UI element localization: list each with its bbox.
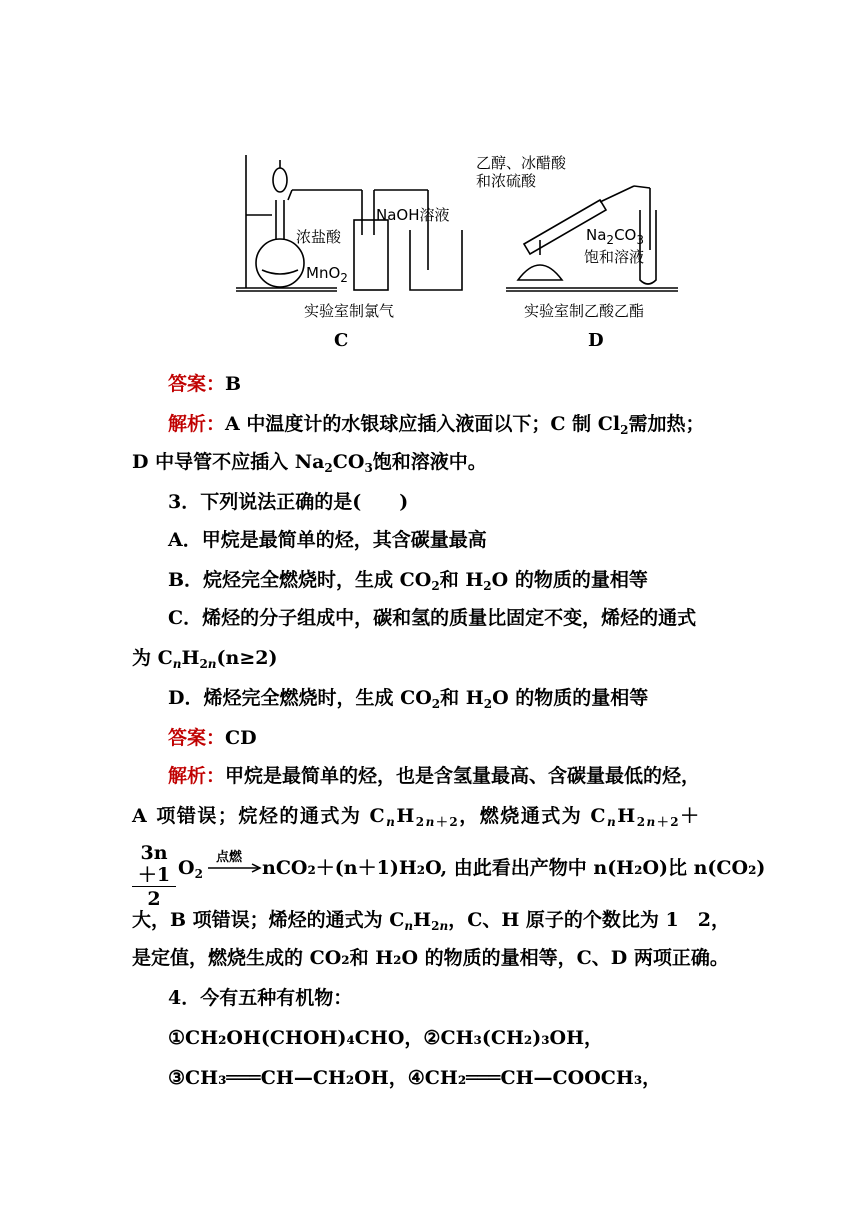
q3-analysis-3: nCO₂＋(n＋1)H₂O, 由此看出产物中 n(H₂O)比 n(CO₂) — [262, 857, 766, 879]
reaction-condition: 点燃 — [216, 850, 243, 865]
label-naoh: NaOH溶液 — [376, 206, 450, 224]
label-reagents-1: 乙醇、冰醋酸 — [476, 154, 567, 172]
q3-option-b: B．烷烃完全燃烧时，生成 $CO_2$和 $H_2O$ 的物质的量相等 — [168, 569, 648, 593]
caption-c: 实验室制氯气 — [304, 302, 395, 320]
figure-c-chlorine-apparatus — [232, 150, 472, 300]
q3-option-a: A．甲烷是最简单的烃，其含碳量最高 — [168, 529, 487, 551]
reaction-arrow — [208, 862, 262, 874]
q2-answer: 答案：B — [168, 373, 242, 395]
fraction — [132, 842, 176, 911]
q3-option-d: D．烯烃完全燃烧时，生成 $CO_2$和 $H_2O$ 的物质的量相等 — [168, 687, 649, 711]
label-na2co3: $Na_2CO_3$ — [586, 226, 644, 247]
label-hcl: 浓盐酸 — [296, 228, 342, 246]
q4-line-1: ①CH₂OH(CHOH)₄CHO，②CH₃(CH₂)₃OH， — [168, 1027, 604, 1049]
figure-letter-c: C — [334, 330, 349, 351]
figure-letter-d: D — [588, 330, 604, 351]
q3-answer: 答案：CD — [168, 727, 257, 749]
label-mno2: MnO$_2$ — [306, 264, 348, 285]
label-saturated: 饱和溶液 — [584, 248, 645, 266]
q3-option-c-1: C．烯烃的分子组成中，碳和氢的质量比固定不变，烯烃的通式 — [168, 607, 697, 629]
label-reagents-2: 和浓硫酸 — [476, 172, 537, 190]
q3-stem: 3．下列说法正确的是( ) — [168, 491, 409, 513]
caption-d: 实验室制乙酸乙酯 — [524, 302, 645, 320]
q4-line-2: ③CH₃═══CH—CH₂OH，④CH₂═══CH—COOCH₃， — [168, 1067, 662, 1089]
q3-analysis-4: 大，B 项错误；烯烃的通式为 $C_nH_{2n}$，C、H 原子的个数比为 1 2， — [132, 909, 730, 933]
q3-analysis-5: 是定值，燃烧生成的 CO₂和 H₂O 的物质的量相等，C、D 两项正确。 — [132, 947, 729, 969]
o2-term: $O_2$ — [178, 857, 203, 881]
fraction-denominator: 2 — [147, 888, 161, 910]
q4-stem: 4．今有五种有机物： — [168, 987, 353, 1009]
fraction-numerator: 3n＋1 — [132, 842, 176, 887]
q2-analysis-2: D 中导管不应插入 $Na_2CO_3$饱和溶液中。 — [132, 451, 487, 475]
q3-analysis-2: A 项错误；烷烃的通式为 $C_nH_{2n+2}$，燃烧通式为 $C_nH_{2n+2}+$ — [132, 805, 701, 829]
q3-option-c-2: 为 $C_nH_{2n}(n\ge 2)$ — [132, 647, 278, 671]
q3-analysis-1: 解析：甲烷是最简单的烃，也是含氢量最高、含碳量最低的烃， — [168, 765, 701, 787]
q2-analysis-1: 解析：A 中温度计的水银球应插入液面以下；C 制 $Cl_2$需加热； — [168, 413, 705, 437]
